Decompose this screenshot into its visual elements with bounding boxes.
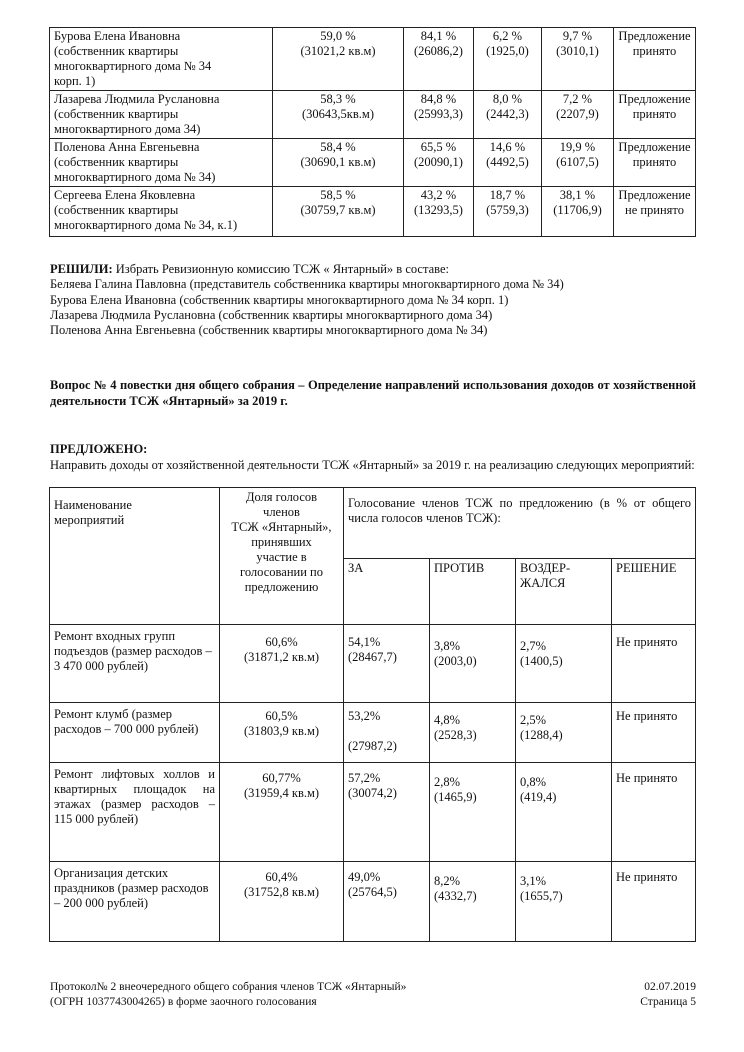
candidate-name: Бурова Елена Ивановна (собственник квартиры многоквартирного дома № 34 корп. 1) xyxy=(50,28,273,91)
measure-decision: Не принято xyxy=(612,703,696,763)
proposed-heading: ПРЕДЛОЖЕНО: xyxy=(50,442,148,456)
candidate-name: Лазарева Людмила Руслановна (собственник квартиры многоквартирного дома 34) xyxy=(50,91,273,139)
measure-for: 57,2% (30074,2) xyxy=(344,763,430,862)
header-name: Наименование мероприятий xyxy=(50,488,220,625)
participated-share: 59,0 % (31021,2 кв.м) xyxy=(273,28,404,91)
votes-abstained: 38,1 % (11706,9) xyxy=(542,187,614,237)
votes-for: 43,2 % (13293,5) xyxy=(404,187,474,237)
footer-page-number: Страница 5 xyxy=(640,996,696,1008)
participated-share: 58,5 % (30759,7 кв.м) xyxy=(273,187,404,237)
candidates-table-body xyxy=(50,28,696,237)
candidates-table xyxy=(49,27,696,237)
decision-member: Беляева Галина Павловна (представитель собственника квартиры многоквартирного дома № 34) xyxy=(50,277,564,292)
participated-share: 58,3 % (30643,5кв.м) xyxy=(273,91,404,139)
proposed-block xyxy=(50,442,696,473)
participated-share: 58,4 % (30690,1 кв.м) xyxy=(273,139,404,187)
measure-name: Ремонт лифтовых холлов и квартирных площадок на этажах (размер расходов – 115 000 рублей) xyxy=(50,763,220,862)
votes-abstained: 7,2 % (2207,9) xyxy=(542,91,614,139)
measure-against: 4,8% (2528,3) xyxy=(430,703,516,763)
votes-for: 65,5 % (20090,1) xyxy=(404,139,474,187)
proposed-text: Направить доходы от хозяйственной деятельности ТСЖ «Янтарный» за 2019 г. на реализацию следующих мероприятий: xyxy=(50,457,695,472)
header-decision: РЕШЕНИЕ xyxy=(612,559,696,625)
measure-row xyxy=(50,862,696,942)
measures-table xyxy=(49,487,696,942)
votes-abstained: 19,9 % (6107,5) xyxy=(542,139,614,187)
footer-protocol: Протокол№ 2 внеочередного общего собрания членов ТСЖ «Янтарный» xyxy=(50,981,407,993)
measures-table-body xyxy=(50,625,696,942)
measure-abstained: 2,5% (1288,4) xyxy=(516,703,612,763)
measure-abstained: 2,7% (1400,5) xyxy=(516,625,612,703)
decision-label: РЕШИЛИ: xyxy=(50,262,113,276)
measure-abstained: 0,8% (419,4) xyxy=(516,763,612,862)
decision-block xyxy=(50,262,710,338)
measure-against: 2,8% (1465,9) xyxy=(430,763,516,862)
candidate-row xyxy=(50,91,696,139)
measure-share: 60,5% (31803,9 кв.м) xyxy=(220,703,344,763)
decision-text: Избрать Ревизионную комиссию ТСЖ « Янтарный» в составе: xyxy=(112,262,449,276)
measure-name: Организация детских праздников (размер расходов – 200 000 рублей) xyxy=(50,862,220,942)
candidate-row xyxy=(50,187,696,237)
votes-against: 18,7 % (5759,3) xyxy=(474,187,542,237)
measure-share: 60,77% (31959,4 кв.м) xyxy=(220,763,344,862)
header-abstained: ВОЗДЕР- ЖАЛСЯ xyxy=(516,559,612,625)
measure-abstained: 3,1% (1655,7) xyxy=(516,862,612,942)
measure-row xyxy=(50,703,696,763)
measure-name: Ремонт клумб (размер расходов – 700 000 рублей) xyxy=(50,703,220,763)
measure-for: 49,0% (25764,5) xyxy=(344,862,430,942)
votes-against: 6,2 % (1925,0) xyxy=(474,28,542,91)
decision-result: Предложение принято xyxy=(614,28,696,91)
candidate-row xyxy=(50,139,696,187)
decision-member: Бурова Елена Ивановна (собственник квартиры многоквартирного дома № 34 корп. 1) xyxy=(50,292,509,307)
measure-for: 53,2% (27987,2) xyxy=(344,703,430,763)
footer-date: 02.07.2019 xyxy=(644,981,696,993)
votes-against: 14,6 % (4492,5) xyxy=(474,139,542,187)
decision-result: Предложение не принято xyxy=(614,187,696,237)
decision-member: Лазарева Людмила Руслановна (собственник квартиры многоквартирного дома 34) xyxy=(50,307,493,322)
header-for: ЗА xyxy=(344,559,430,625)
measure-for: 54,1% (28467,7) xyxy=(344,625,430,703)
footer-ogrn: (ОГРН 1037743004265) в форме заочного голосования xyxy=(50,996,317,1008)
measure-share: 60,4% (31752,8 кв.м) xyxy=(220,862,344,942)
votes-abstained: 9,7 % (3010,1) xyxy=(542,28,614,91)
measure-row xyxy=(50,763,696,862)
header-against: ПРОТИВ xyxy=(430,559,516,625)
measure-against: 3,8% (2003,0) xyxy=(430,625,516,703)
measure-name: Ремонт входных групп подъездов (размер расходов – 3 470 000 рублей) xyxy=(50,625,220,703)
candidate-row xyxy=(50,28,696,91)
candidate-name: Поленова Анна Евгеньевна (собственник квартиры многоквартирного дома № 34) xyxy=(50,139,273,187)
decision-member: Поленова Анна Евгеньевна (собственник квартиры многоквартирного дома № 34) xyxy=(50,323,488,338)
measure-share: 60,6% (31871,2 кв.м) xyxy=(220,625,344,703)
measure-decision: Не принято xyxy=(612,763,696,862)
measure-decision: Не принято xyxy=(612,625,696,703)
measure-row xyxy=(50,625,696,703)
measure-decision: Не принято xyxy=(612,862,696,942)
candidate-name: Сергеева Елена Яковлевна (собственник квартиры многоквартирного дома № 34, к.1) xyxy=(50,187,273,237)
votes-against: 8,0 % (2442,3) xyxy=(474,91,542,139)
header-share: Доля голосов членов ТСЖ «Янтарный», принявших участие в голосовании по предложению xyxy=(220,488,344,625)
agenda-question: Вопрос № 4 повестки дня общего собрания – Определение направлений использования доходов от хозяйственной деятельности ТСЖ «Янтарный» за 2019 г. xyxy=(50,378,696,408)
header-voting: Голосование членов ТСЖ по предложению (в % от общего числа голосов членов ТСЖ): xyxy=(344,488,696,559)
measure-against: 8,2% (4332,7) xyxy=(430,862,516,942)
decision-result: Предложение принято xyxy=(614,139,696,187)
votes-for: 84,1 % (26086,2) xyxy=(404,28,474,91)
votes-for: 84,8 % (25993,3) xyxy=(404,91,474,139)
decision-result: Предложение принято xyxy=(614,91,696,139)
page-footer xyxy=(50,980,696,1010)
